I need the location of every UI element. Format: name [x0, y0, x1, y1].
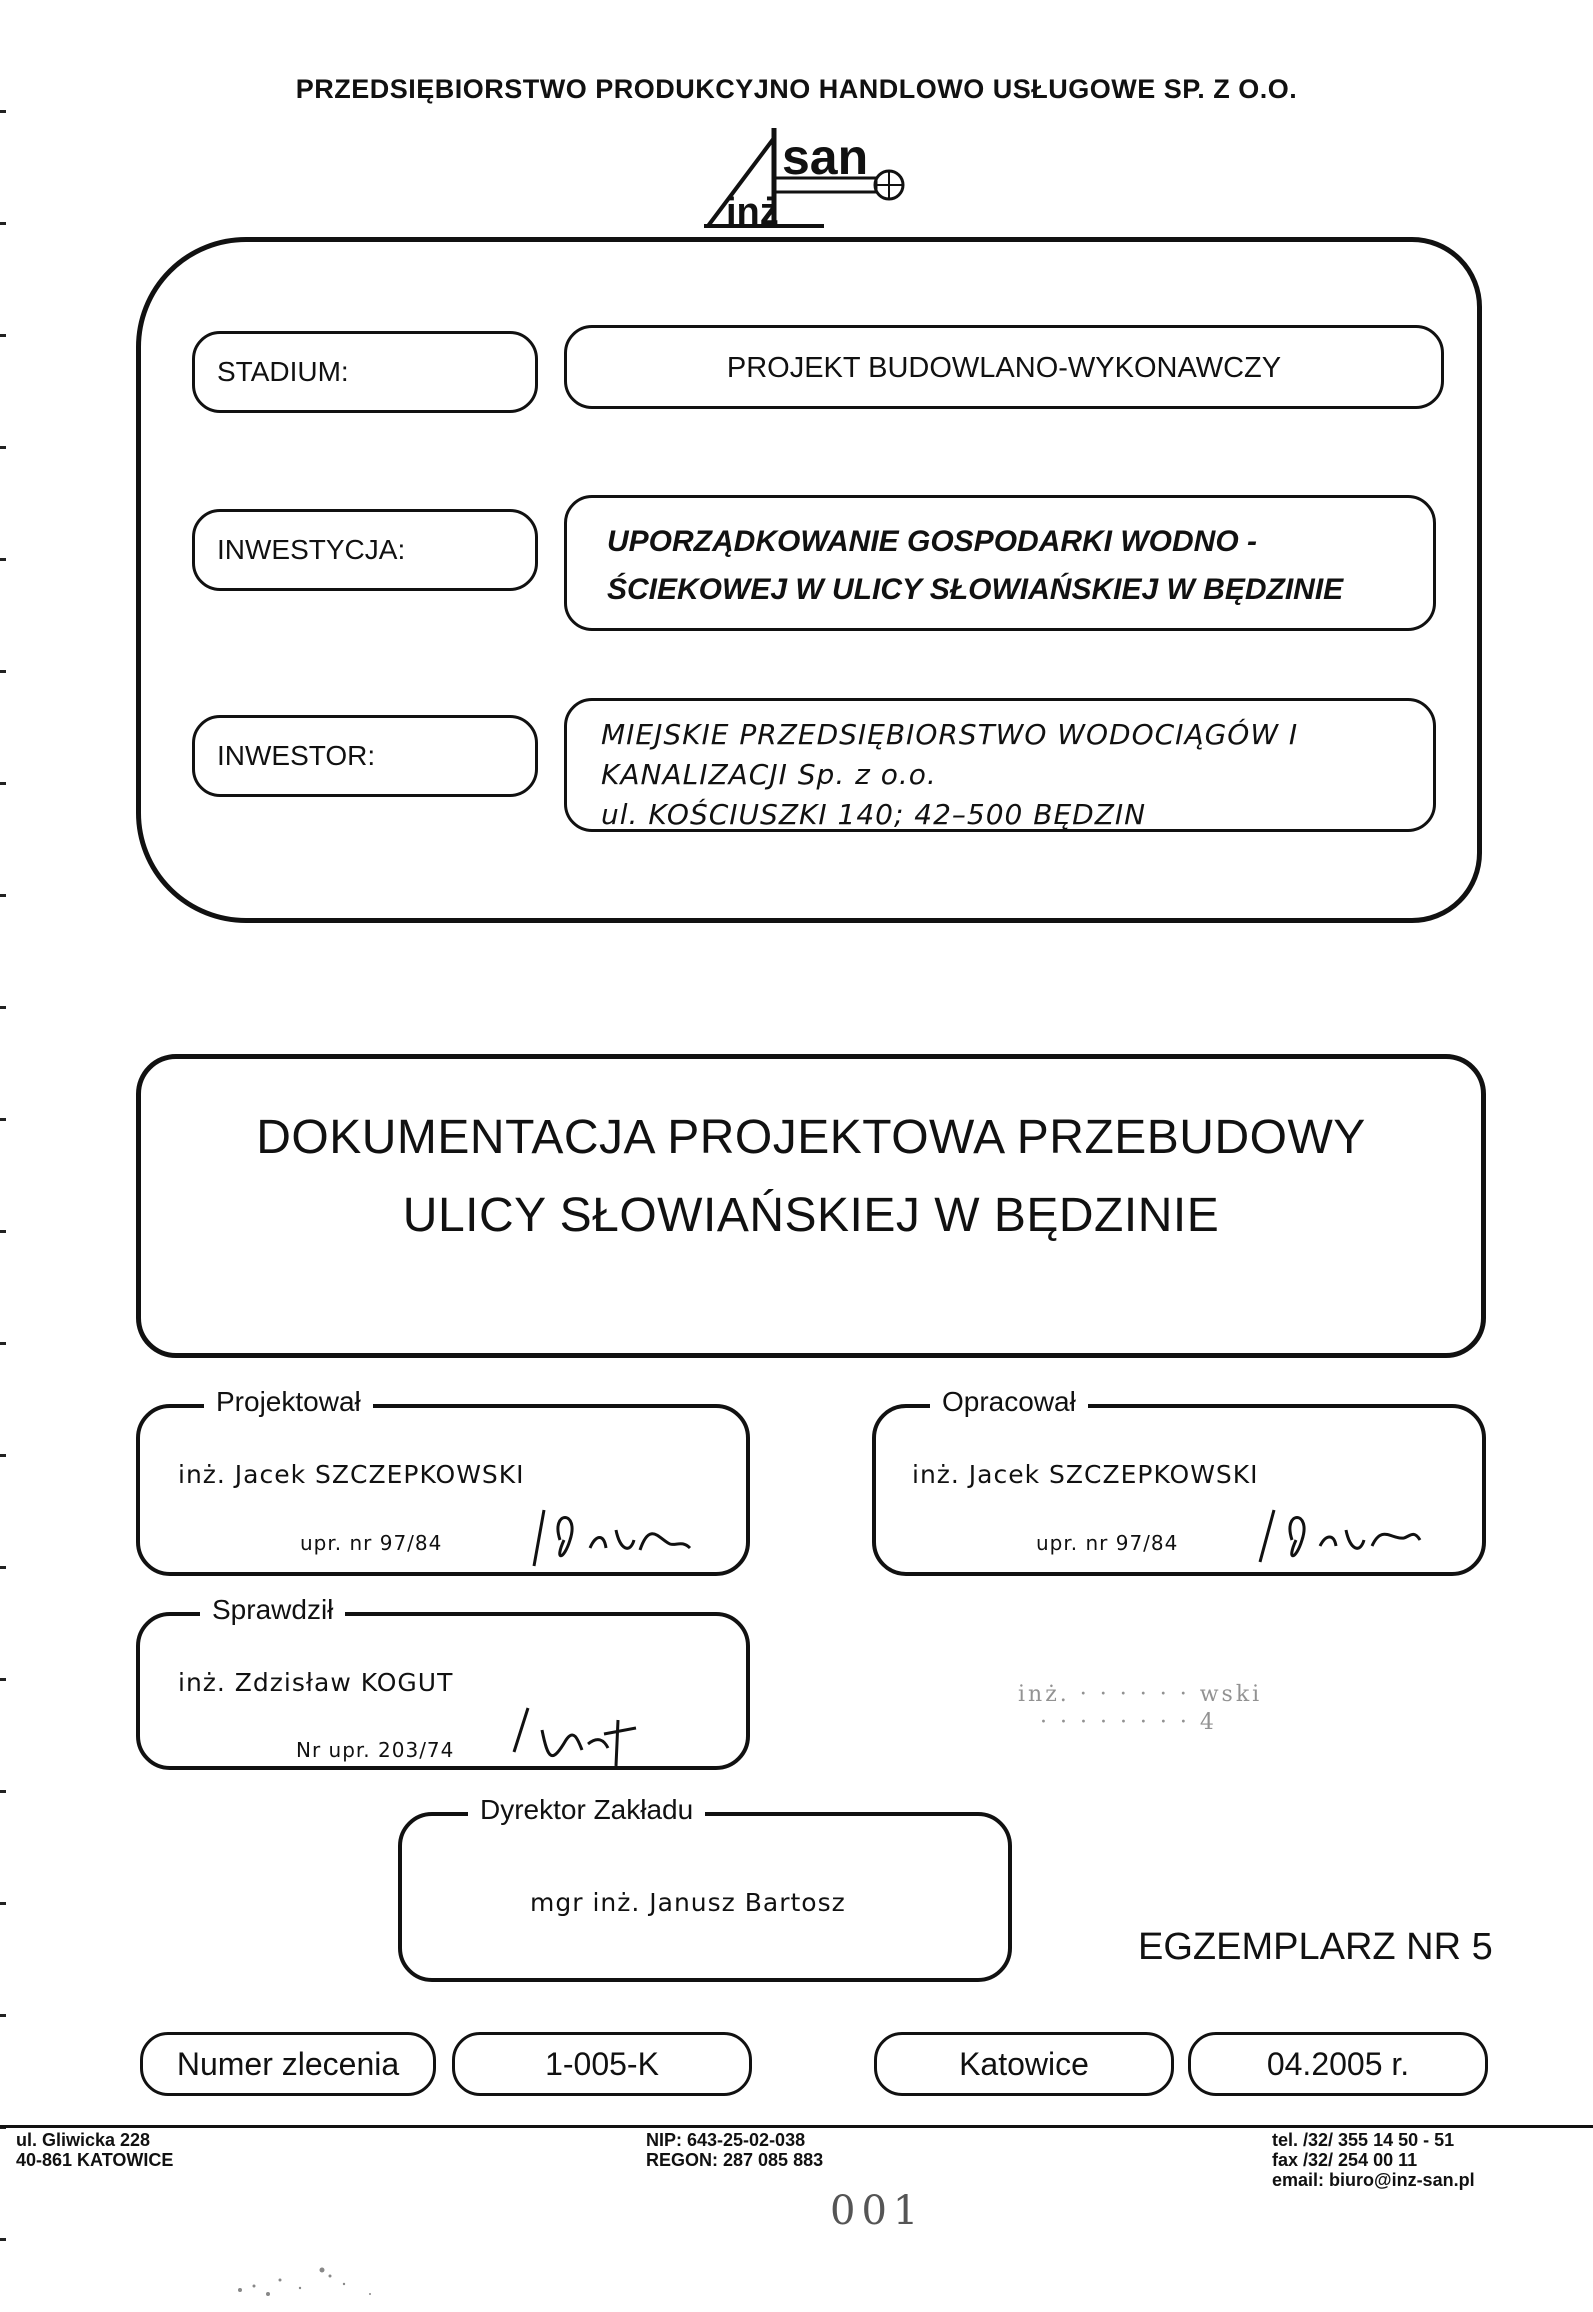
stadium-value-box — [564, 325, 1444, 409]
investor-value-box — [564, 698, 1436, 832]
order-number: 1-005-K — [545, 2045, 659, 2082]
investment-line-1: UPORZĄDKOWANIE GOSPODARKI WODNO - — [607, 525, 1257, 558]
faded-stamp-line-2: · · · · · · · · 4 — [1040, 1710, 1217, 1735]
footer-divider — [0, 2125, 1593, 2128]
regon: REGON: 287 085 883 — [646, 2150, 824, 2170]
checked-by-license: Nr upr. 203/74 — [296, 1738, 455, 1762]
investor-line-3: ul. KOŚCIUSZKI 140; 42–500 BĘDZIN — [601, 798, 1147, 831]
designed-by-label: Projektował — [204, 1386, 373, 1418]
scan-noise — [210, 2250, 470, 2310]
checked-by-signature — [508, 1700, 648, 1770]
footer-address — [16, 2130, 173, 2170]
document-title-line-2: ULICY SŁOWIAŃSKIEJ W BĘDZINIE — [402, 1189, 1220, 1242]
investor-label-box — [192, 715, 538, 797]
prepared-by-name: inż. Jacek SZCZEPKOWSKI — [912, 1460, 1259, 1489]
address-line-2: 40-861 KATOWICE — [16, 2150, 174, 2170]
director-label: Dyrektor Zakładu — [468, 1794, 705, 1826]
designed-by-name: inż. Jacek SZCZEPKOWSKI — [178, 1460, 525, 1489]
order-number-box — [452, 2032, 752, 2096]
investment-label-box — [192, 509, 538, 591]
email: email: biuro@inz-san.pl — [1272, 2170, 1475, 2190]
investment-label: INWESTYCJA: — [217, 534, 406, 565]
investor-label: INWESTOR: — [217, 740, 376, 771]
faded-stamp-line-1: inż. · · · · · · wski — [1018, 1682, 1263, 1707]
copy-number: EGZEMPLARZ NR 5 — [1138, 1926, 1493, 1968]
page-number: 001 — [830, 2188, 925, 2234]
designed-by-license: upr. nr 97/84 — [300, 1531, 443, 1555]
prepared-by-signature — [1254, 1500, 1424, 1570]
city: Katowice — [959, 2045, 1089, 2082]
stadium-label-box — [192, 331, 538, 413]
investor-line-2: KANALIZACJI Sp. z o.o. — [601, 758, 937, 791]
date: 04.2005 r. — [1266, 2045, 1410, 2082]
investor-line-1: MIEJSKIE PRZEDSIĘBIORSTWO WODOCIĄGÓW I — [601, 718, 1299, 751]
logo-text-bottom: inż — [726, 191, 779, 230]
director-name: mgr inż. Janusz Bartosz — [530, 1888, 846, 1917]
investment-line-2: ŚCIEKOWEJ W ULICY SŁOWIAŃSKIEJ W BĘDZINIE — [607, 573, 1344, 606]
checked-by-label: Sprawdził — [200, 1594, 345, 1626]
checked-by-name: inż. Zdzisław KOGUT — [178, 1668, 454, 1697]
footer-contact — [1272, 2130, 1475, 2190]
stadium-value: PROJEKT BUDOWLANO-WYKONAWCZY — [726, 352, 1282, 384]
fax: fax /32/ 254 00 11 — [1272, 2150, 1418, 2170]
order-label: Numer zlecenia — [176, 2045, 400, 2082]
city-box — [874, 2032, 1174, 2096]
stadium-label: STADIUM: — [217, 356, 349, 387]
logo-text-top: san — [782, 129, 869, 185]
address-line-1: ul. Gliwicka 228 — [16, 2130, 151, 2150]
nip: NIP: 643-25-02-038 — [646, 2130, 806, 2150]
prepared-by-license: upr. nr 97/84 — [1036, 1531, 1179, 1555]
date-box — [1188, 2032, 1488, 2096]
inz-san-logo — [704, 118, 914, 230]
company-name: PRZEDSIĘBIORSTWO PRODUKCYJNO HANDLOWO USŁUGOWE SP. Z O.O. — [295, 74, 1298, 104]
order-label-box — [140, 2032, 436, 2096]
investment-value-box — [564, 495, 1436, 631]
prepared-by-label: Opracował — [930, 1386, 1088, 1418]
phone: tel. /32/ 355 14 50 - 51 — [1272, 2130, 1455, 2150]
document-title-line-1: DOKUMENTACJA PROJEKTOWA PRZEBUDOWY — [256, 1111, 1366, 1164]
designed-by-signature — [520, 1500, 700, 1570]
footer-registry — [646, 2130, 823, 2170]
